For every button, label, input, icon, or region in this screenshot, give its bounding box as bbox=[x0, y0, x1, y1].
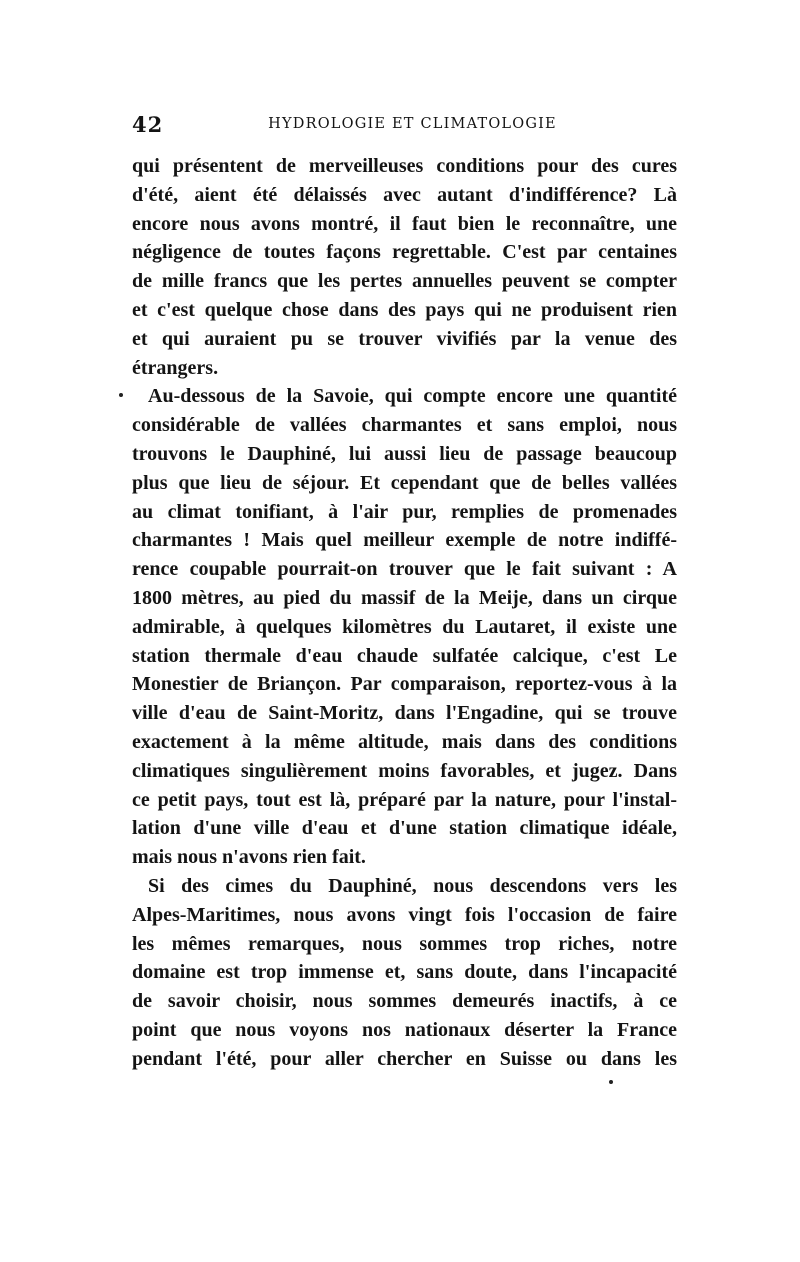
text-line: de mille francs que les pertes annuelles peuvent se compter bbox=[132, 270, 677, 293]
text-line: ville d'eau de Saint-Moritz, dans l'Engadine, qui se trouve bbox=[132, 702, 677, 725]
text-line: Alpes-Maritimes, nous avons vingt fois l'occasion de faire bbox=[132, 903, 677, 926]
text-line: de savoir choisir, nous sommes demeurés inactifs, à ce bbox=[132, 990, 677, 1013]
paragraph-3 bbox=[132, 872, 677, 1074]
text-line: climatiques singulièrement moins favorables, et jugez. Dans bbox=[132, 759, 677, 782]
body-text bbox=[132, 152, 677, 1074]
scan-speck bbox=[609, 1080, 613, 1084]
text-line: domaine est trop immense et, sans doute, dans l'incapacité bbox=[132, 961, 677, 984]
scan-speck bbox=[119, 393, 123, 397]
text-line: considérable de vallées charmantes et sans emploi, nous bbox=[132, 414, 677, 437]
text-line: plus que lieu de séjour. Et cependant que de belles vallées bbox=[132, 471, 677, 494]
text-line: et c'est quelque chose dans des pays qui ne produisent rien bbox=[132, 298, 677, 321]
text-line: étrangers. bbox=[132, 356, 219, 379]
page-number: 42 bbox=[132, 112, 164, 137]
text-line: Au-dessous de la Savoie, qui compte encore une quantité bbox=[148, 385, 677, 408]
text-line: négligence de toutes façons regrettable. C'est par centaines bbox=[132, 241, 677, 264]
text-line: station thermale d'eau chaude sulfatée calcique, c'est Le bbox=[132, 644, 677, 667]
text-line: charmantes ! Mais quel meilleur exemple de notre indiffé- bbox=[132, 529, 677, 552]
text-line: admirable, à quelques kilomètres du Lautaret, il existe une bbox=[132, 615, 677, 638]
text-line: pendant l'été, pour aller chercher en Suisse ou dans les bbox=[132, 1047, 677, 1070]
running-head bbox=[132, 112, 677, 140]
text-line: les mêmes remarques, nous sommes trop riches, notre bbox=[132, 932, 677, 955]
text-line: mais nous n'avons rien fait. bbox=[132, 846, 366, 869]
text-line: et qui auraient pu se trouver vivifiés par la venue des bbox=[132, 327, 677, 350]
running-title: HYDROLOGIE ET CLIMATOLOGIE bbox=[268, 116, 557, 132]
text-line: au climat tonifiant, à l'air pur, remplies de promenades bbox=[132, 500, 677, 523]
text-line: d'été, aient été délaissés avec autant d'indifférence? Là bbox=[132, 183, 677, 206]
text-line: Si des cimes du Dauphiné, nous descendons vers les bbox=[148, 874, 677, 897]
text-line: point que nous voyons nos nationaux déserter la France bbox=[132, 1018, 677, 1041]
text-line: rence coupable pourrait-on trouver que le fait suivant : A bbox=[132, 558, 677, 581]
text-line: qui présentent de merveilleuses conditions pour des cures bbox=[132, 155, 677, 177]
text-line: exactement à la même altitude, mais dans des conditions bbox=[132, 730, 677, 753]
text-line: Monestier de Briançon. Par comparaison, reportez-vous à la bbox=[132, 673, 677, 696]
text-line: encore nous avons montré, il faut bien le reconnaître, une bbox=[132, 212, 677, 235]
text-line: trouvons le Dauphiné, lui aussi lieu de passage beaucoup bbox=[132, 442, 677, 465]
paragraph-2 bbox=[132, 382, 677, 872]
text-line: ce petit pays, tout est là, préparé par la nature, pour l'instal- bbox=[132, 788, 677, 811]
text-line: lation d'une ville d'eau et d'une station climatique idéale, bbox=[132, 817, 677, 840]
paragraph-1 bbox=[132, 152, 677, 382]
text-line: 1800 mètres, au pied du massif de la Meije, dans un cirque bbox=[132, 586, 677, 609]
